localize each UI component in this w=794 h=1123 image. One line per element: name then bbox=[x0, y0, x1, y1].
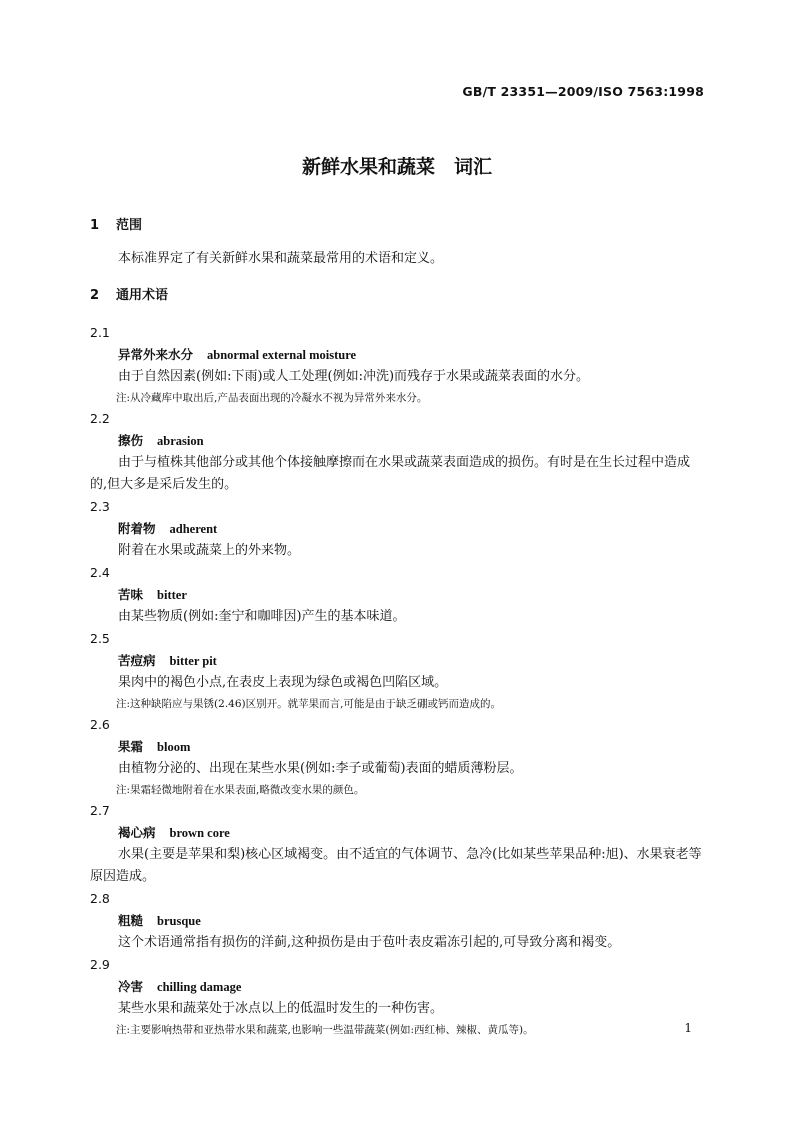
term-definition: 水果(主要是苹果和梨)核心区域褐变。由不适宜的气体调节、急冷(比如某些苹果品种:旭)、水果衰老等原因造成。 bbox=[90, 847, 702, 884]
term-heading bbox=[90, 822, 706, 844]
term-entry-2-9 bbox=[90, 954, 706, 1040]
term-zh: 苦痘病 bbox=[118, 653, 156, 668]
term-zh: 冷害 bbox=[118, 979, 144, 994]
term-note: 注:主要影响热带和亚热带水果和蔬菜,也影响一些温带蔬菜(例如:西红柿、辣椒、黄瓜等)。 bbox=[116, 1024, 534, 1036]
term-heading bbox=[90, 736, 706, 758]
term-note: 注:果霜轻微地附着在水果表面,略微改变水果的颜色。 bbox=[116, 784, 365, 796]
entry-number: 2.7 bbox=[90, 803, 110, 818]
term-en: bloom bbox=[157, 740, 191, 754]
entry-number: 2.1 bbox=[90, 325, 110, 340]
term-en: brown core bbox=[169, 826, 230, 840]
term-definition: 由于与植株其他部分或其他个体接触摩擦而在水果或蔬菜表面造成的损伤。有时是在生长过程中造成的,但大多是采后发生的。 bbox=[90, 455, 691, 492]
term-heading bbox=[90, 976, 706, 998]
section-heading-general-terms bbox=[90, 284, 706, 308]
section-title: 通用术语 bbox=[116, 288, 169, 303]
entry-number: 2.3 bbox=[90, 499, 110, 514]
term-en: bitter pit bbox=[169, 654, 217, 668]
term-entry-2-1 bbox=[90, 322, 706, 408]
term-heading bbox=[90, 650, 706, 672]
term-entry-2-4 bbox=[90, 562, 706, 628]
term-zh: 果霜 bbox=[118, 739, 144, 754]
term-heading bbox=[90, 430, 706, 452]
term-zh: 附着物 bbox=[118, 521, 156, 536]
term-en: bitter bbox=[157, 588, 187, 602]
term-entry-2-8 bbox=[90, 888, 706, 954]
term-entry-2-5 bbox=[90, 628, 706, 714]
term-entry-2-3 bbox=[90, 496, 706, 562]
document-title: 新鲜水果和蔬菜 词汇 bbox=[301, 156, 492, 178]
term-zh: 擦伤 bbox=[118, 433, 144, 448]
term-heading bbox=[90, 910, 706, 932]
page-number: 1 bbox=[684, 1021, 692, 1035]
term-entry-2-7 bbox=[90, 800, 706, 888]
term-heading bbox=[90, 518, 706, 540]
term-heading bbox=[90, 344, 706, 366]
section-title: 范围 bbox=[116, 218, 143, 233]
term-definition: 这个术语通常指有损伤的洋蓟,这种损伤是由于苞叶表皮霜冻引起的,可导致分离和褐变。 bbox=[118, 935, 621, 950]
document-body bbox=[90, 214, 706, 1040]
entry-number: 2.8 bbox=[90, 891, 110, 906]
term-en: abnormal external moisture bbox=[207, 348, 357, 362]
term-zh: 异常外来水分 bbox=[118, 347, 194, 362]
entry-number: 2.5 bbox=[90, 631, 110, 646]
term-entry-2-6 bbox=[90, 714, 706, 800]
term-en: brusque bbox=[157, 914, 201, 928]
term-definition: 由某些物质(例如:奎宁和咖啡因)产生的基本味道。 bbox=[118, 609, 406, 624]
standard-code: GB/T 23351—2009/ISO 7563:1998 bbox=[462, 84, 704, 99]
term-zh: 粗糙 bbox=[118, 913, 144, 928]
term-definition: 由于自然因素(例如:下雨)或人工处理(例如:冲洗)而残存于水果或蔬菜表面的水分。 bbox=[118, 369, 590, 384]
term-heading bbox=[90, 584, 706, 606]
entry-number: 2.9 bbox=[90, 957, 110, 972]
section-number: 1 bbox=[90, 218, 100, 233]
term-definition: 某些水果和蔬菜处于冰点以上的低温时发生的一种伤害。 bbox=[118, 1001, 444, 1016]
term-definition: 附着在水果或蔬菜上的外来物。 bbox=[118, 543, 301, 558]
scope-text: 本标准界定了有关新鲜水果和蔬菜最常用的术语和定义。 bbox=[118, 251, 444, 266]
entry-number: 2.6 bbox=[90, 717, 110, 732]
term-entry-2-2 bbox=[90, 408, 706, 496]
term-en: adherent bbox=[169, 522, 218, 536]
term-zh: 褐心病 bbox=[118, 825, 156, 840]
section-heading-scope bbox=[90, 214, 706, 238]
term-zh: 苦味 bbox=[118, 587, 144, 602]
term-en: chilling damage bbox=[157, 980, 242, 994]
entry-number: 2.4 bbox=[90, 565, 110, 580]
term-note: 注:从冷藏库中取出后,产品表面出现的冷凝水不视为异常外来水分。 bbox=[116, 392, 428, 404]
entry-number: 2.2 bbox=[90, 411, 110, 426]
term-note: 注:这种缺陷应与果锈(2.46)区别开。就苹果而言,可能是由于缺乏硼或钙而造成的。 bbox=[116, 698, 501, 710]
term-en: abrasion bbox=[157, 434, 204, 448]
term-definition: 由植物分泌的、出现在某些水果(例如:李子或葡萄)表面的蜡质薄粉层。 bbox=[118, 761, 523, 776]
term-definition: 果肉中的褐色小点,在表皮上表现为绿色或褐色凹陷区域。 bbox=[118, 675, 448, 690]
section-number: 2 bbox=[90, 288, 100, 303]
